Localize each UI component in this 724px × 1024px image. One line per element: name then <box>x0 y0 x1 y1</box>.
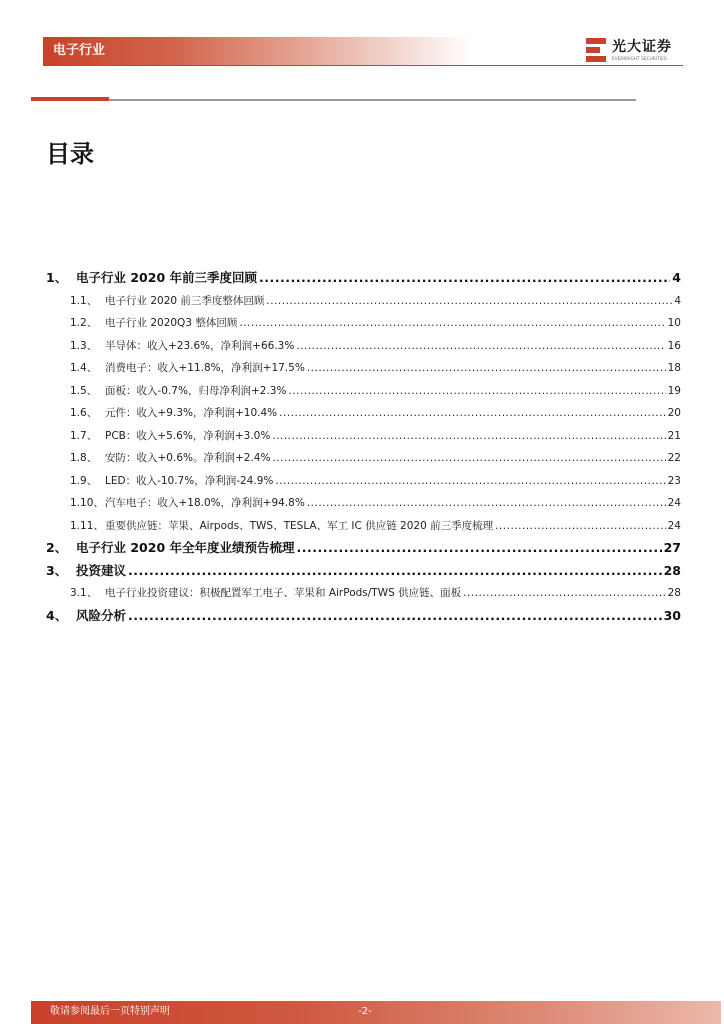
toc-entry[interactable] <box>46 471 681 494</box>
toc-entry[interactable] <box>46 268 681 291</box>
footer-page-number: -2- <box>358 1006 372 1017</box>
toc-title: LED：收入-10.7%，净利润-24.9% <box>105 474 274 487</box>
toc-entry[interactable] <box>46 538 681 561</box>
toc-number: 3.1、 <box>70 587 98 599</box>
header-divider <box>43 65 683 66</box>
toc-number: 1、 <box>46 270 68 285</box>
toc-entry[interactable] <box>46 336 681 359</box>
toc-number: 1.6、 <box>70 407 98 419</box>
toc-title: 电子行业投资建议：积极配置军工电子、苹果和 AirPods/TWS 供应链、面板 <box>105 587 462 599</box>
brand-logo <box>586 38 686 64</box>
toc-title: 投资建议 <box>76 562 127 578</box>
toc-leader <box>297 538 662 558</box>
section-label: 电子行业 <box>53 43 106 58</box>
toc-number: 3、 <box>46 562 68 578</box>
toc-page: 20 <box>667 407 681 419</box>
toc-title: 安防：收入+0.6%。净利润+2.4% <box>105 452 271 464</box>
toc-title: 电子行业 2020 前三季度整体回顾 <box>105 294 265 307</box>
toc-entry[interactable] <box>46 403 681 426</box>
toc-number: 1.8、 <box>70 452 98 464</box>
toc-entry[interactable] <box>46 291 681 314</box>
toc-entry[interactable] <box>46 516 681 539</box>
toc-number: 1.3、 <box>70 339 98 352</box>
toc-leader <box>272 426 665 446</box>
toc-number: 1.5、 <box>70 384 98 397</box>
toc-leader <box>272 448 665 468</box>
toc-entry[interactable] <box>46 358 681 381</box>
page-title: 目录 <box>46 140 94 168</box>
toc-leader <box>239 313 665 333</box>
title-rule <box>109 99 636 101</box>
toc-page: 4 <box>672 270 681 285</box>
toc-entry[interactable] <box>46 448 681 471</box>
toc-page: 21 <box>667 429 681 442</box>
toc-page: 24 <box>667 519 681 532</box>
toc-page: 28 <box>667 587 681 599</box>
toc-page: 22 <box>667 452 681 464</box>
logo-name: 光大证券 <box>612 39 672 55</box>
toc-leader <box>275 471 665 491</box>
toc-page: 10 <box>667 317 681 329</box>
logo-subtitle: EVERBRIGHT SECURITIES <box>612 56 667 61</box>
toc-page: 4 <box>674 294 681 307</box>
toc-leader <box>128 561 662 581</box>
toc-leader <box>296 336 665 356</box>
toc-title: 电子行业 2020Q3 整体回顾 <box>105 317 238 329</box>
toc-leader <box>307 493 666 513</box>
toc-number: 1.10、 <box>70 497 104 509</box>
toc-entry[interactable] <box>46 426 681 449</box>
footer-disclaimer: 敬请参阅最后一页特别声明 <box>50 1006 170 1017</box>
toc-number: 1.7、 <box>70 429 98 442</box>
toc-number: 1.1、 <box>70 294 98 307</box>
toc-leader <box>259 268 670 288</box>
toc-leader <box>266 291 672 311</box>
toc-number: 1.4、 <box>70 362 98 374</box>
toc-leader <box>279 403 665 423</box>
toc-leader <box>288 381 665 401</box>
toc-page: 18 <box>667 362 681 374</box>
title-rule-accent <box>31 97 109 101</box>
toc-title: 电子行业 2020 年前三季度回顾 <box>76 270 257 285</box>
toc-title: 电子行业 2020 年全年度业绩预告梳理 <box>76 540 295 555</box>
toc-leader <box>495 516 666 536</box>
toc-title: 半导体：收入+23.6%，净利润+66.3% <box>105 339 295 352</box>
toc-entry[interactable] <box>46 381 681 404</box>
toc-entry[interactable] <box>46 561 681 584</box>
toc-leader <box>463 583 666 603</box>
toc-page: 27 <box>663 540 681 555</box>
toc-title: 消费电子：收入+11.8%，净利润+17.5% <box>105 362 305 374</box>
toc-page: 30 <box>663 607 681 623</box>
toc-number: 1.11、 <box>70 519 104 532</box>
toc-leader <box>128 606 662 626</box>
toc-title: 汽车电子：收入+18.0%，净利润+94.8% <box>105 497 305 509</box>
toc-title: 风险分析 <box>76 607 127 623</box>
toc-title: PCB：收入+5.6%，净利润+3.0% <box>105 429 271 442</box>
toc-number: 4、 <box>46 607 68 623</box>
toc-title: 面板：收入-0.7%，归母净利润+2.3% <box>105 384 287 397</box>
toc-page: 24 <box>667 497 681 509</box>
toc-number: 1.9、 <box>70 474 98 487</box>
toc-entry[interactable] <box>46 313 681 336</box>
toc-number: 2、 <box>46 540 68 555</box>
toc-entry[interactable] <box>46 606 681 629</box>
toc-leader <box>307 358 666 378</box>
table-of-contents <box>46 268 681 628</box>
toc-page: 23 <box>667 474 681 487</box>
toc-number: 1.2、 <box>70 317 98 329</box>
toc-title: 重要供应链：苹果、Airpods、TWS、TESLA、军工 IC 供应链 2020 前三季度梳理 <box>105 519 494 532</box>
logo-mark-icon <box>586 38 606 62</box>
toc-entry[interactable] <box>46 583 681 606</box>
toc-page: 16 <box>667 339 681 352</box>
toc-title: 元件：收入+9.3%，净利润+10.4% <box>105 407 278 419</box>
toc-entry[interactable] <box>46 493 681 516</box>
toc-page: 28 <box>663 562 681 578</box>
header-band <box>43 37 473 65</box>
toc-page: 19 <box>667 384 681 397</box>
